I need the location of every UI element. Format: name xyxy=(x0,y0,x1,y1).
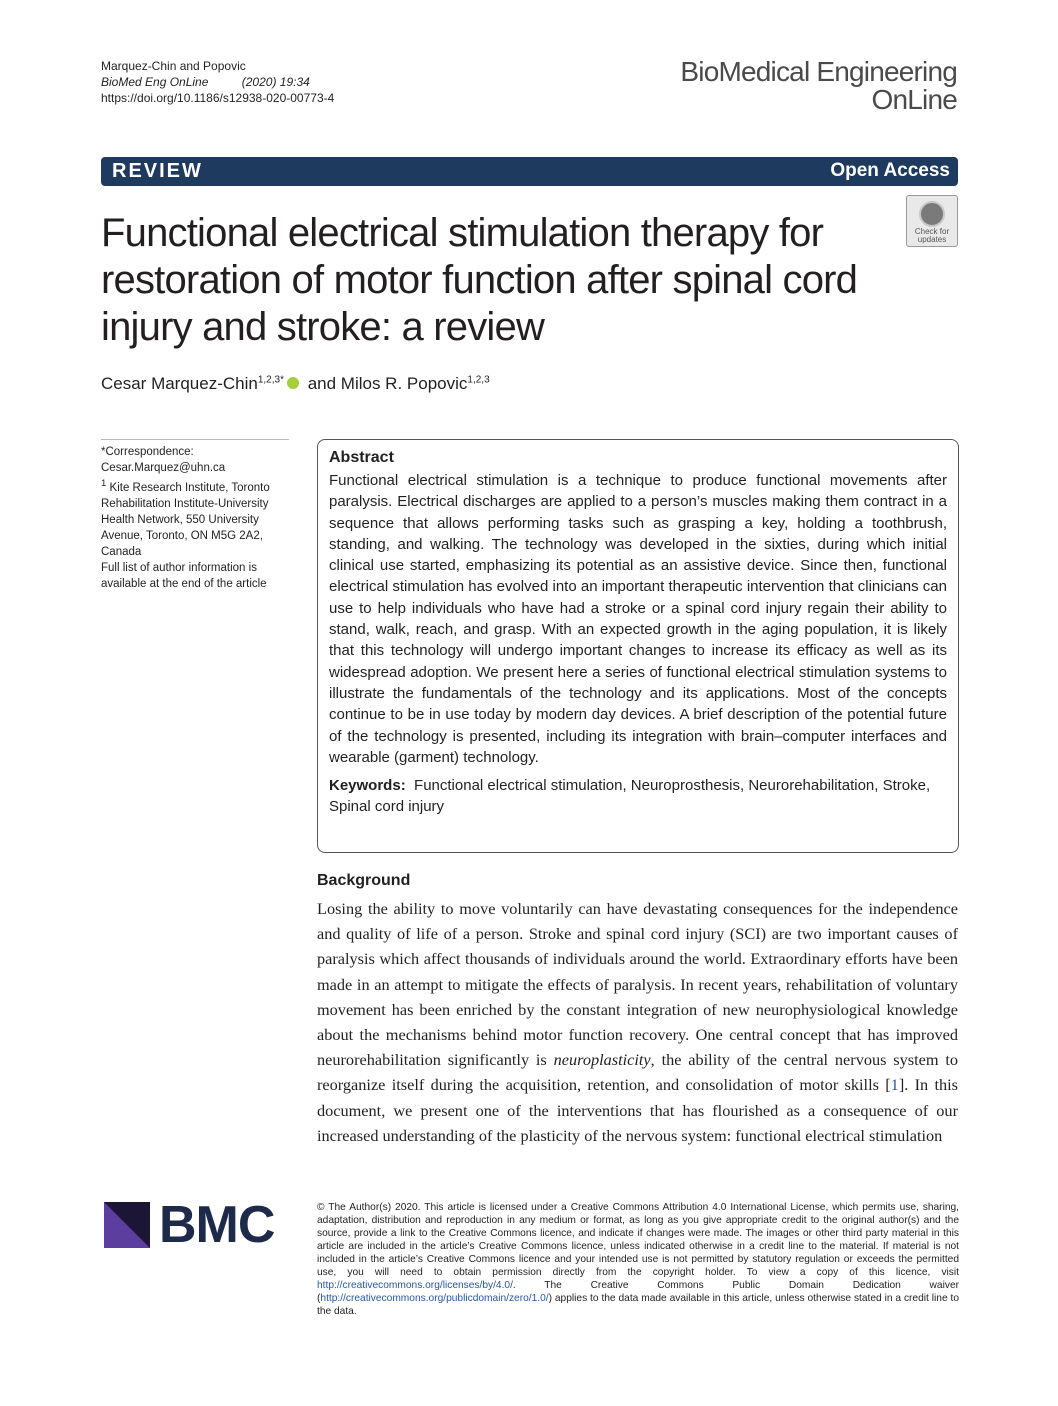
journal-name-line2: OnLine xyxy=(871,84,957,115)
author-list xyxy=(101,374,490,394)
affiliation-text: Kite Research Institute, Toronto Rehabilitation Institute-University Health Network, 550 University Avenue, Toronto, ON M5G 2A2, Canada xyxy=(101,481,270,558)
abstract-heading: Abstract xyxy=(329,449,394,466)
keywords-list: Functional electrical stimulation, Neuroprosthesis, Neurorehabilitation, Stroke, Spinal cord injury xyxy=(329,777,931,816)
license-part1: © The Author(s) 2020. This article is licensed under a Creative Commons Attribution 4.0 International License, which permits use, sharing, adaptation, distribution and reproduction in any medium or format, as long as you give appropriate credit to the original author(s) and the source, provide a link to the Creative Commons licence, and indicate if changes were made. The images or other third party material in this article are included in the article’s Creative Commons licence, unless indicated otherwise in a credit line to the material. If material is not included in the article’s Creative Commons licence and your intended use is not permitted by statutory regulation or exceeds the permitted use, you will need to obtain permission directly from the copyright holder. To view a copy of this licence, visit xyxy=(317,1202,959,1278)
background-text-part3: ]. In this document, we present one of the interventions that has flourished as a consequence of our increased understanding of the plasticity of the nervous system: functional electrical stimulation xyxy=(317,1075,959,1145)
article-type-label: REVIEW xyxy=(112,160,203,182)
affiliation xyxy=(101,476,289,560)
background-text-part1: Losing the ability to move voluntarily can have devastating consequences for the independence and quality of life of a person. Stroke and spinal cord injury (SCI) are two important causes of paralysis which affect thousands of individuals around the world. Extraordinary efforts have been made in an attempt to mitigate the effects of paralysis. In recent years, rehabilitation of voluntary movement has been enriched by the constant integration of new neurophysiological knowledge about the mechanisms behind motor function recovery. One central concept that has improved neurorehabilitation significantly is xyxy=(317,899,958,1070)
article-type-banner xyxy=(101,157,958,186)
correspondence-email[interactable]: Cesar.Marquez@uhn.ca xyxy=(101,462,226,474)
license-text xyxy=(317,1201,959,1318)
background-italic-term: neuroplasticity xyxy=(553,1050,651,1070)
author-2-affiliations: 1,2,3 xyxy=(467,374,490,386)
keywords xyxy=(329,775,947,818)
correspondence-sidebar xyxy=(101,439,289,592)
bmc-logo-mark-upper xyxy=(104,1202,150,1248)
article-meta xyxy=(101,58,334,106)
affiliation-number: 1 xyxy=(101,478,107,489)
author-2[interactable]: and Milos R. Popovic xyxy=(302,374,468,393)
author-1-affiliations: 1,2,3* xyxy=(257,374,284,386)
bmc-logo-text: BMC xyxy=(159,1196,275,1254)
badge-line2: updates xyxy=(917,235,947,244)
background-text-part2: , the ability of the central nervous system to reorganize itself during the acquisition, retention, and consolidation of motor skills [ xyxy=(317,1050,958,1095)
journal-name-line1: BioMedical Engineering xyxy=(680,56,957,87)
meta-year-vol: (2020) 19:34 xyxy=(241,75,310,89)
correspondence-label: *Correspondence: xyxy=(101,446,194,458)
journal-name xyxy=(680,58,957,114)
article-title: Functional electrical stimulation therapy for restoration of motor function after spinal cord injury and stroke: a review xyxy=(101,211,858,349)
full-author-info-note: Full list of author information is available at the end of the article xyxy=(101,561,267,590)
meta-journal-citation xyxy=(101,74,334,90)
meta-journal-abbrev: BioMed Eng OnLine xyxy=(101,75,209,89)
meta-authors: Marquez-Chin and Popovic xyxy=(101,59,246,73)
author-1[interactable]: Cesar Marquez-Chin xyxy=(101,374,258,393)
license-link-by[interactable]: http://creativecommons.org/licenses/by/4.0/ xyxy=(317,1280,513,1291)
license-link-zero[interactable]: http://creativecommons.org/publicdomain/zero/1.0/ xyxy=(320,1293,549,1304)
bmc-logo xyxy=(101,1196,293,1254)
orcid-icon[interactable] xyxy=(287,377,299,389)
license-part2: . The Creative Commons Public Domain Dedication waiver ( xyxy=(317,1280,959,1304)
badge-line1: Check for xyxy=(914,227,950,236)
keywords-label: Keywords: xyxy=(329,777,406,795)
citation-link[interactable]: 1 xyxy=(890,1075,899,1095)
abstract-box xyxy=(317,439,959,853)
background-heading: Background xyxy=(317,872,411,889)
open-access-label: Open Access xyxy=(830,160,950,181)
background-text xyxy=(317,896,958,1148)
check-for-updates-badge[interactable] xyxy=(906,195,958,247)
meta-doi[interactable]: https://doi.org/10.1186/s12938-020-00773-4 xyxy=(101,91,335,105)
abstract-text: Functional electrical stimulation is a technique to produce functional movements after paralysis. Electrical discharges are applied to a person’s muscles making them contract in a sequence that allows performing tasks such as grasping a key, holding a toothbrush, standing, and walking. The technology was developed in the sixties, during which initial clinical use started, emphasizing its potential as an assistive device. Since then, functional electrical stimulation has evolved into an important therapeutic intervention that clinicians can use to help individuals who have had a stroke or a spinal cord injury regain their ability to stand, walk, reach, and grasp. With an expected growth in the aging population, it is likely that this technology will undergo important changes to increase its efficacy as well as its widespread adoption. We present here a series of functional electrical stimulation systems to illustrate the fundamentals of the technology and its applications. Most of the concepts continue to be in use today by modern day devices. A brief description of the potential future of the technology is presented, including its integration with brain–computer interfaces and wearable (garment) technology. xyxy=(329,472,947,766)
check-updates-icon xyxy=(919,201,945,227)
license-part3: ) applies to the data made available in this article, unless otherwise stated in a credit line to the data. xyxy=(317,1293,959,1317)
